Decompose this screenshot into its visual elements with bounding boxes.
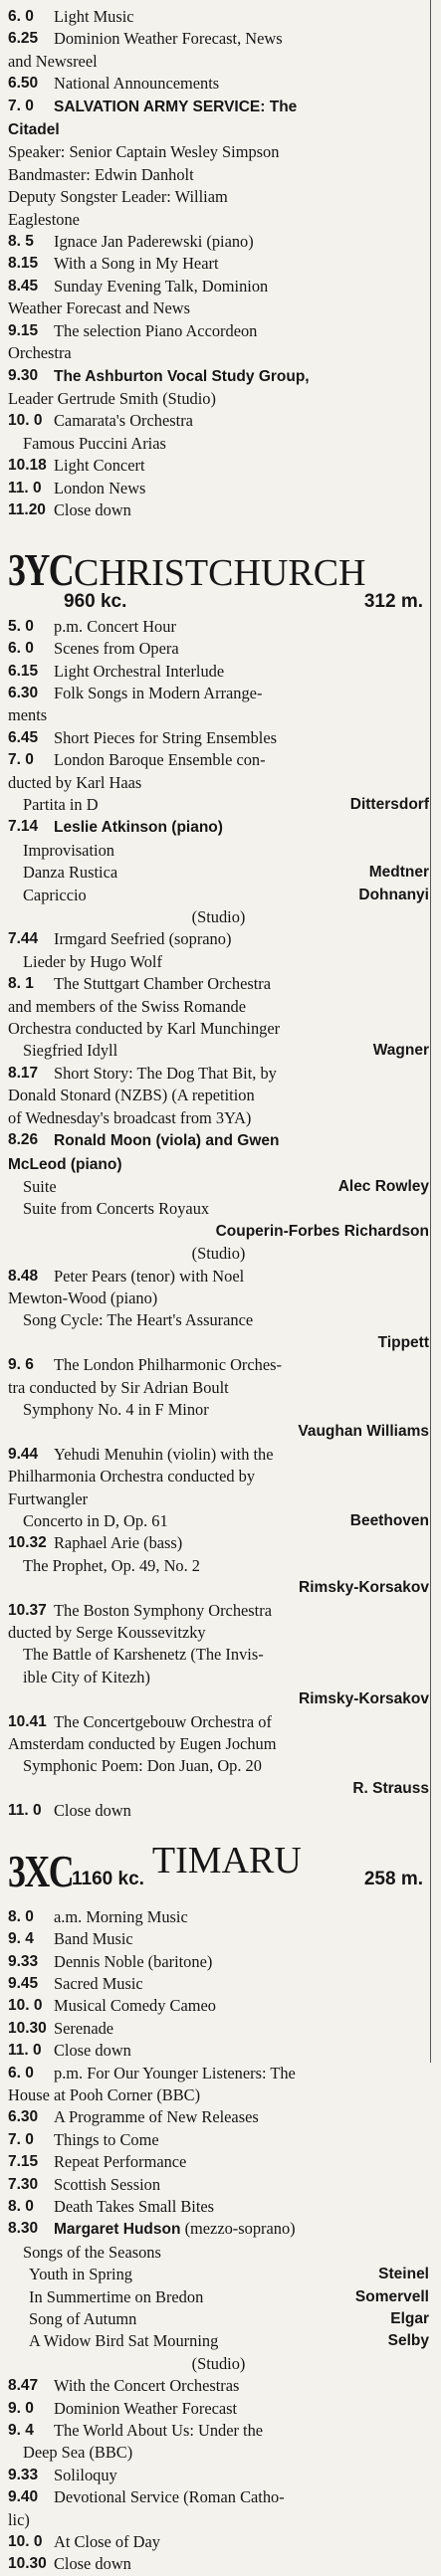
programme-detail: Amsterdam conducted by Eugen Jochum — [8, 1734, 277, 1754]
programme-time: 10.30 — [8, 2555, 47, 2573]
programme-time: 7.44 — [8, 930, 39, 948]
programme-detail: (Studio) — [191, 1244, 246, 1264]
programme-title: Soliloquy — [54, 2465, 117, 2484]
station-wavelength: 312 m. — [363, 591, 423, 613]
station-header-christchurch — [8, 539, 429, 596]
programme-title — [54, 96, 429, 118]
programme-entry — [8, 2465, 429, 2486]
programme-title: National Announcements — [54, 74, 220, 94]
programme-time: 6. 0 — [8, 2064, 34, 2081]
programme-detail — [8, 794, 429, 816]
programme-detail — [8, 1221, 429, 1243]
programme-detail: Orchestra — [8, 343, 72, 363]
programme-detail: Mewton-Wood (piano) — [8, 1288, 158, 1307]
programme-time: 11.20 — [8, 500, 46, 518]
programme-entry — [8, 973, 429, 995]
detail-text: Song of Autumn — [29, 2309, 137, 2328]
station-frequency: 960 kc. — [64, 591, 127, 613]
programme-time: 9.30 — [8, 366, 39, 384]
programme-detail: Deep Sea (BBC) — [23, 2443, 133, 2463]
station-callsign: 3XC — [8, 1845, 74, 1896]
programme-time: 6.50 — [8, 75, 39, 93]
programme-entry — [8, 1063, 429, 1085]
composer-credit: Elgar — [390, 2310, 429, 2327]
programme-entry — [8, 2553, 429, 2575]
programme-time: 9.40 — [8, 2488, 39, 2506]
programme-detail: Speaker: Senior Captain Wesley Simpson — [8, 142, 280, 162]
programme-detail: The Battle of Karshenetz (The Invis- — [23, 1645, 264, 1665]
programme-title: London News — [54, 478, 146, 497]
programme-title: Dominion Weather Forecast, News — [54, 29, 283, 49]
programme-entry — [8, 1800, 429, 1822]
programme-entry — [8, 661, 429, 683]
programme-title-bold: Leslie Atkinson (piano) — [54, 819, 223, 837]
programme-time: 6. 0 — [8, 8, 34, 25]
programme-entry — [8, 1266, 429, 1288]
programme-title: With the Concert Orchestras — [54, 2376, 240, 2396]
programme-entry — [8, 683, 429, 704]
programme-detail: Donald Stonard (NZBS) (A repetition — [8, 1086, 255, 1105]
composer-credit: Dohnanyi — [358, 886, 429, 903]
programme-entry — [8, 1444, 429, 1466]
programme-detail — [8, 1577, 429, 1599]
composer-credit: Beethoven — [349, 1512, 429, 1529]
programme-detail — [8, 1421, 429, 1443]
station-callsign: 3YC — [8, 544, 74, 596]
programme-title-bold: SALVATION ARMY SERVICE: The — [54, 98, 298, 115]
programme-time: 8. 5 — [8, 233, 34, 251]
programme-title: Sunday Evening Talk, Dominion — [54, 276, 269, 296]
programme-title: Repeat Performance — [54, 2152, 187, 2172]
programme-time: 10.18 — [8, 457, 47, 475]
programme-time: 6.25 — [8, 30, 39, 48]
programme-entry — [8, 1532, 429, 1554]
programme-time: 10. 0 — [8, 2533, 43, 2551]
programme-detail — [8, 1688, 429, 1710]
programme-entry — [8, 2063, 429, 2084]
programme-detail: Deputy Songster Leader: William — [8, 187, 228, 207]
programme-time: 10.37 — [8, 1601, 47, 1619]
station-wavelength: 258 m. — [363, 1868, 423, 1889]
programme-time: 9.44 — [8, 1445, 39, 1463]
programme-time: 8.48 — [8, 1267, 39, 1285]
programme-title: The London Philharmonic Orches- — [54, 1355, 282, 1375]
programme-entry — [8, 1600, 429, 1622]
programme-entry — [8, 455, 429, 477]
programme-title: Serenade — [54, 2018, 114, 2038]
programme-entry — [8, 2106, 429, 2128]
programme-title: Close down — [54, 2554, 131, 2574]
programme-time: 8.17 — [8, 1064, 39, 1082]
programme-time: 6.30 — [8, 684, 39, 701]
programme-entry — [8, 1354, 429, 1376]
programme-detail: Improvisation — [23, 840, 114, 860]
programme-entry — [8, 96, 429, 118]
programme-detail: Famous Puccini Arias — [23, 433, 166, 453]
programme-entry — [8, 2040, 429, 2062]
station-frequency: 1160 kc. — [72, 1868, 144, 1889]
column-rule — [430, 0, 431, 2063]
programme-entry — [8, 1906, 429, 1928]
programme-detail: Songs of the Seasons — [23, 2242, 161, 2262]
programme-detail: (Studio) — [191, 2353, 246, 2373]
programme-title-bold: Ronald Moon (viola) and Gwen — [54, 1132, 280, 1150]
composer-credit: Vaughan Williams — [298, 1423, 429, 1441]
composer-credit: Somervell — [354, 2287, 429, 2305]
programme-detail: Lieder by Hugo Wolf — [23, 951, 162, 971]
section-timaru — [8, 1906, 429, 2576]
programme-entry — [8, 1129, 429, 1152]
detail-text: Concerto in D, Op. 61 — [23, 1511, 168, 1530]
programme-detail — [8, 2264, 429, 2285]
programme-detail: House at Pooh Corner (BBC) — [8, 2084, 201, 2104]
programme-entry — [8, 478, 429, 499]
programme-title — [54, 2218, 429, 2241]
programme-detail: of Wednesday's broadcast from 3YA) — [8, 1107, 252, 1127]
programme-title: With a Song in My Heart — [54, 254, 219, 274]
programme-entry — [8, 2531, 429, 2553]
programme-title: Close down — [54, 1801, 131, 1821]
programme-title: Band Music — [54, 1929, 133, 1949]
programme-time: 11. 0 — [8, 479, 42, 496]
programme-time: 11. 0 — [8, 2042, 42, 2060]
programme-time: 8. 1 — [8, 975, 34, 993]
programme-entry — [8, 6, 429, 28]
programme-title: Camarata's Orchestra — [54, 411, 193, 431]
programme-detail — [8, 862, 429, 884]
detail-text: Danza Rustica — [23, 863, 118, 883]
programme-time: 7.15 — [8, 2153, 39, 2171]
programme-time: 10. 0 — [8, 412, 43, 430]
programme-entry — [8, 499, 429, 521]
programme-detail — [8, 1040, 429, 1062]
programme-title: Scenes from Opera — [54, 639, 179, 659]
programme-time: 8.45 — [8, 277, 39, 295]
programme-title: Ignace Jan Paderewski (piano) — [54, 232, 254, 252]
programme-title: Folk Songs in Modern Arrange- — [54, 683, 263, 702]
detail-text: Partita in D — [23, 795, 99, 814]
programme-title: The Stuttgart Chamber Orchestra — [54, 974, 272, 994]
detail-text: A Widow Bird Sat Mourning — [29, 2331, 219, 2351]
detail-text: In Summertime on Bredon — [29, 2286, 204, 2306]
programme-time: 7.30 — [8, 2175, 39, 2193]
programme-time: 9. 4 — [8, 1930, 34, 1948]
programme-entry — [8, 616, 429, 638]
programme-detail: and Newsreel — [8, 51, 98, 71]
programme-title: Yehudi Menuhin (violin) with the — [54, 1444, 274, 1464]
programme-title: Devotional Service (Roman Catho- — [54, 2487, 285, 2507]
programme-entry — [8, 2196, 429, 2218]
programme-title: Scottish Session — [54, 2174, 161, 2194]
programme-title: Raphael Arie (bass) — [54, 1533, 183, 1553]
programme-detail: tra conducted by Sir Adrian Boult — [8, 1377, 229, 1397]
programme-title: Close down — [54, 499, 131, 519]
programme-title: At Close of Day — [54, 2532, 160, 2552]
programme-time: 11. 0 — [8, 1802, 42, 1820]
programme-detail: (Studio) — [191, 907, 246, 927]
programme-title-bold: Margaret Hudson — [54, 2221, 181, 2239]
programme-time: 8. 0 — [8, 2197, 34, 2215]
programme-title: The World About Us: Under the — [54, 2421, 264, 2441]
programme-time: 6.30 — [8, 2108, 39, 2126]
programme-entry — [8, 320, 429, 342]
detail-bold: Citadel — [8, 121, 60, 139]
programme-detail: Eaglestone — [8, 209, 80, 229]
programme-entry — [8, 410, 429, 432]
programme-time: 6.45 — [8, 728, 39, 746]
programme-entry — [8, 2218, 429, 2241]
programme-entry — [8, 727, 429, 749]
composer-credit: R. Strauss — [352, 1779, 429, 1797]
programme-entry — [8, 2018, 429, 2040]
programme-detail: Suite from Concerts Royaux — [23, 1199, 210, 1219]
programme-entry — [8, 231, 429, 253]
programme-entry — [8, 28, 429, 50]
programme-title: Sacred Music — [54, 1973, 143, 1993]
programme-detail: ducted by Serge Koussevitzky — [8, 1623, 206, 1643]
programme-title — [54, 365, 429, 388]
detail-bold: McLeod (piano) — [8, 1155, 122, 1173]
programme-detail — [8, 1176, 429, 1198]
composer-credit: Rimsky-Korsakov — [299, 1579, 429, 1597]
detail-text: Capriccio — [23, 885, 87, 904]
programme-detail: ducted by Karl Haas — [8, 772, 142, 792]
station-header-timaru — [8, 1841, 429, 1894]
programme-title: Death Takes Small Bites — [54, 2196, 215, 2216]
programme-detail: ible City of Kitezh) — [23, 1667, 150, 1686]
programme-detail: Leader Gertrude Smith (Studio) — [8, 388, 216, 408]
programme-title: Dennis Noble (baritone) — [54, 1951, 213, 1971]
programme-title: Short Story: The Dog That Bit, by — [54, 1063, 277, 1083]
programme-detail — [8, 1778, 429, 1800]
programme-entry — [8, 2375, 429, 2397]
programme-time: 9. 0 — [8, 2399, 34, 2417]
programme-title: Light Orchestral Interlude — [54, 661, 225, 681]
programme-title: The Concertgebouw Orchestra of — [54, 1711, 272, 1731]
programme-entry — [8, 1928, 429, 1950]
programme-title: Short Pieces for String Ensembles — [54, 727, 277, 747]
programme-time: 9.15 — [8, 321, 39, 339]
programme-detail: Song Cycle: The Heart's Assurance — [23, 1310, 254, 1330]
programme-detail — [8, 885, 429, 906]
programme-time: 7. 0 — [8, 2130, 34, 2148]
programme-time: 10.41 — [8, 1712, 47, 1730]
programme-title-extra: (mezzo-soprano) — [180, 2219, 296, 2239]
programme-entry — [8, 2151, 429, 2173]
programme-title: Musical Comedy Cameo — [54, 1996, 216, 2016]
programme-detail — [8, 1153, 429, 1176]
programme-detail: Weather Forecast and News — [8, 298, 191, 318]
programme-detail — [8, 2308, 429, 2330]
composer-credit: Rimsky-Korsakov — [299, 1690, 429, 1708]
programme-title: p.m. Concert Hour — [54, 616, 176, 636]
programme-entry — [8, 2174, 429, 2196]
programme-time: 10.32 — [8, 1534, 47, 1552]
programme-detail — [8, 2286, 429, 2308]
programme-title: London Baroque Ensemble con- — [54, 750, 266, 770]
programme-entry — [8, 253, 429, 275]
programme-title: The selection Piano Accordeon — [54, 320, 258, 340]
programme-title-bold: The Ashburton Vocal Study Group, — [54, 367, 310, 385]
programme-entry — [8, 2486, 429, 2508]
programme-time: 8.15 — [8, 255, 39, 273]
station-city: CHRISTCHURCH — [74, 552, 366, 595]
programme-detail: lic) — [8, 2509, 30, 2529]
programme-detail: Symphony No. 4 in F Minor — [23, 1399, 209, 1419]
programme-time: 9.45 — [8, 1974, 39, 1992]
programme-time: 7.14 — [8, 818, 39, 836]
programme-entry — [8, 1995, 429, 2017]
programme-title: p.m. For Our Younger Listeners: The — [54, 2063, 296, 2082]
programme-time: 8.26 — [8, 1131, 39, 1149]
programme-entry — [8, 1951, 429, 1973]
programme-detail: Bandmaster: Edwin Danholt — [8, 164, 194, 184]
composer-credit: Wagner — [372, 1042, 429, 1060]
programme-time: 9. 6 — [8, 1356, 34, 1374]
programme-time: 10.30 — [8, 2019, 47, 2037]
programme-title: Dominion Weather Forecast — [54, 2398, 238, 2418]
programme-time: 7. 0 — [8, 97, 34, 114]
programme-title: Peter Pears (tenor) with Noel — [54, 1266, 245, 1286]
station-city: TIMARU — [151, 1839, 302, 1882]
composer-credit: Alec Rowley — [337, 1177, 429, 1195]
programme-time: 8.47 — [8, 2377, 39, 2395]
programme-detail: Orchestra conducted by Karl Munchinger — [8, 1019, 281, 1039]
detail-text: Suite — [23, 1176, 57, 1196]
programme-entry — [8, 816, 429, 839]
programme-time: 5. 0 — [8, 617, 34, 635]
programme-entry — [8, 73, 429, 95]
programme-title: The Boston Symphony Orchestra — [54, 1600, 272, 1620]
programme-detail — [8, 118, 429, 141]
programme-entry — [8, 1973, 429, 1995]
programme-entry — [8, 2398, 429, 2420]
programme-entry — [8, 2420, 429, 2442]
programme-detail — [8, 1510, 429, 1532]
programme-entry — [8, 749, 429, 771]
programme-title: Irmgard Seefried (soprano) — [54, 929, 232, 949]
programme-title: A Programme of New Releases — [54, 2107, 259, 2127]
section-top — [8, 6, 429, 521]
programme-detail: Philharmonia Orchestra conducted by — [8, 1467, 256, 1486]
composer-credit: Steinel — [378, 2266, 429, 2283]
composer-credit: Dittersdorf — [349, 796, 429, 813]
composer-credit: Medtner — [368, 864, 429, 882]
programme-entry — [8, 365, 429, 388]
programme-title: Light Music — [54, 7, 134, 26]
programme-time: 8. 0 — [8, 1907, 34, 1925]
programme-time: 8.30 — [8, 2220, 39, 2238]
programme-title — [54, 1129, 429, 1152]
programme-detail — [8, 1332, 429, 1354]
programme-time: 9.33 — [8, 2466, 39, 2483]
programme-entry — [8, 1711, 429, 1733]
programme-entry — [8, 638, 429, 660]
programme-time: 6. 0 — [8, 640, 34, 658]
composer-credit: Tippett — [377, 1333, 429, 1351]
programme-time: 10. 0 — [8, 1997, 43, 2015]
detail-text: Youth in Spring — [29, 2265, 132, 2284]
programme-detail — [8, 2330, 429, 2352]
programme-entry — [8, 928, 429, 950]
programme-title: Close down — [54, 2041, 131, 2061]
programme-title: Light Concert — [54, 456, 145, 476]
programme-detail: The Prophet, Op. 49, No. 2 — [23, 1555, 200, 1575]
section-christchurch — [8, 616, 429, 1823]
programme-title: Things to Come — [54, 2129, 159, 2149]
programme-time: 9. 4 — [8, 2422, 34, 2440]
programme-title: a.m. Morning Music — [54, 1906, 188, 1926]
detail-text: Siegfried Idyll — [23, 1041, 118, 1061]
programme-detail: and members of the Swiss Romande — [8, 996, 246, 1016]
programme-entry — [8, 2129, 429, 2151]
programme-entry — [8, 276, 429, 297]
programme-time: 9.33 — [8, 1952, 39, 1970]
programme-detail: Symphonic Poem: Don Juan, Op. 20 — [23, 1756, 262, 1776]
programme-detail: ments — [8, 705, 48, 725]
composer-credit: Selby — [387, 2332, 429, 2350]
composer-credit: Couperin-Forbes Richardson — [215, 1222, 429, 1240]
programme-time: 6.15 — [8, 662, 39, 680]
programme-time: 7. 0 — [8, 751, 34, 769]
programme-detail: Furtwangler — [8, 1488, 89, 1508]
programme-title — [54, 816, 429, 839]
